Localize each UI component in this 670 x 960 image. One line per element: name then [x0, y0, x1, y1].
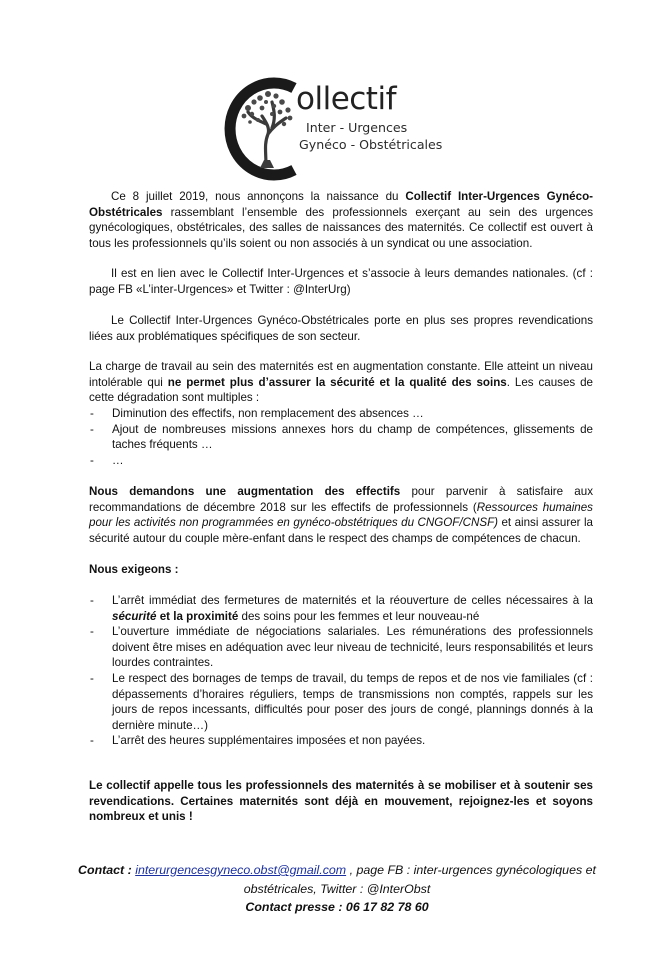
- press-contact-label: Contact presse :: [245, 900, 346, 915]
- staffing-text: pour parvenir à satisfaire aux recommandations de décembre 2018 sur les effectifs de professionnels (: [89, 485, 593, 514]
- list-item: [89, 593, 593, 624]
- securite-bold-italic: sécurité: [112, 609, 157, 623]
- contact-label: Contact :: [78, 863, 136, 877]
- intro-paragraph: [89, 189, 593, 251]
- intro-text: Ce 8 juillet 2019, nous annonçons la naissance du: [111, 190, 406, 203]
- contact-block: [70, 861, 604, 917]
- specific-claims-paragraph: Le Collectif Inter-Urgences Gynéco-Obstétricales porte en plus ses propres revendications liées aux problématiques spécifiques de son secteur.: [89, 314, 593, 343]
- contact-email-link[interactable]: interurgencesgyneco.obst@gmail.com: [135, 863, 347, 877]
- demands-heading: [89, 562, 593, 578]
- proximite-bold: et la proximité: [156, 609, 239, 623]
- demand-1-text-rest: des soins pour les femmes et leur nouveau-né: [238, 609, 480, 623]
- staffing-demand-paragraph: [89, 484, 593, 546]
- demands-heading-text: Nous exigeons :: [89, 563, 179, 576]
- contact-line-2: obstétricales, Twitter : @InterObst: [243, 881, 431, 896]
- workload-text: La charge de travail au sein des maternités est en augmentation constante. Elle atteint un niveau intolérable qui: [89, 360, 593, 389]
- staffing-text-rest: et ainsi assurer la sécurité autour du couple mère-enfant dans le respect des champs de compétences de chacun.: [89, 516, 593, 545]
- list-item: - Diminution des effectifs, non remplacement des absences …: [89, 406, 593, 422]
- workload-text-rest: . Les causes de cette dégradation sont multiples :: [89, 375, 593, 405]
- logo-subtitle-line-2: Gynéco - Obstétricales: [299, 137, 443, 152]
- demand-1-text: L’arrêt immédiat des fermetures de maternités et la réouverture de celles nécessaires à la: [112, 594, 593, 607]
- list-item: - L’ouverture immédiate de négociations salariales. Les rémunérations des professionnels doivent être mises en adéquation avec leur niveau de technicité, leurs responsabilités et leurs lourdes contraintes.: [89, 624, 593, 671]
- logo-wordmark: ollectif: [296, 81, 396, 117]
- safety-quality-bold: ne permet plus d’assurer la sécurité et la qualité des soins: [167, 375, 507, 389]
- list-item: - …: [89, 453, 593, 469]
- workload-paragraph: [89, 359, 593, 406]
- list-item: - Le respect des bornages de temps de travail, du temps de repos et de nos vie familiales (cf : dépassements d’horaires réguliers, temps de transmissions non comptés, rappels sur les jours de repos incessants, difficultés pour poser des jours de congé, plannings donnés à la dernière minute…): [89, 671, 593, 733]
- contact-line-1: [70, 861, 604, 880]
- closing-paragraph: [89, 778, 593, 825]
- logo-subtitle-line-1: Inter - Urgences: [306, 120, 408, 135]
- list-item: - L’arrêt des heures supplémentaires imposées et non payées.: [89, 733, 593, 749]
- intro-text-rest: rassemblant l’ensemble des professionnels exerçant au sein des urgences gynécologiques, obstétricales, des salles de naissances des maternités. Ce collectif est ouvert à tous les professionnels qu’ils soient ou non associés à un syndicat ou une association.: [89, 205, 593, 250]
- reference-italic: Ressources humaines pour les activités non programmées en gynéco-obstétriques du CNGOF/CNSF): [89, 500, 593, 530]
- link-paragraph: Il est en lien avec le Collectif Inter-Urgences et s’associe à leurs demandes nationales. (cf : page FB «L’inter-Urgences» et Twitter : @InterUrg): [89, 267, 593, 296]
- press-phone-number: 06 17 82 78 60: [345, 900, 429, 915]
- demands-list: [89, 593, 593, 749]
- collectif-name-bold: Collectif Inter-Urgences Gynéco-Obstétricales: [89, 190, 594, 219]
- list-item: - Ajout de nombreuses missions annexes hors du champ de compétences, glissements de taches fréquents …: [89, 422, 593, 453]
- causes-list: [89, 406, 593, 468]
- press-contact-line: [70, 898, 604, 917]
- staffing-demand-bold: Nous demandons une augmentation des effectifs: [89, 485, 401, 498]
- collectif-logo: [222, 74, 472, 184]
- contact-facebook-text: , page FB : inter-urgences gynécologiques et: [346, 863, 596, 877]
- closing-text-bold: Le collectif appelle tous les professionnels des maternités à se mobiliser et à soutenir ses revendications. Certaines maternités sont déjà en mouvement, rejoignez-les et soyons nombreux et unis !: [89, 779, 593, 824]
